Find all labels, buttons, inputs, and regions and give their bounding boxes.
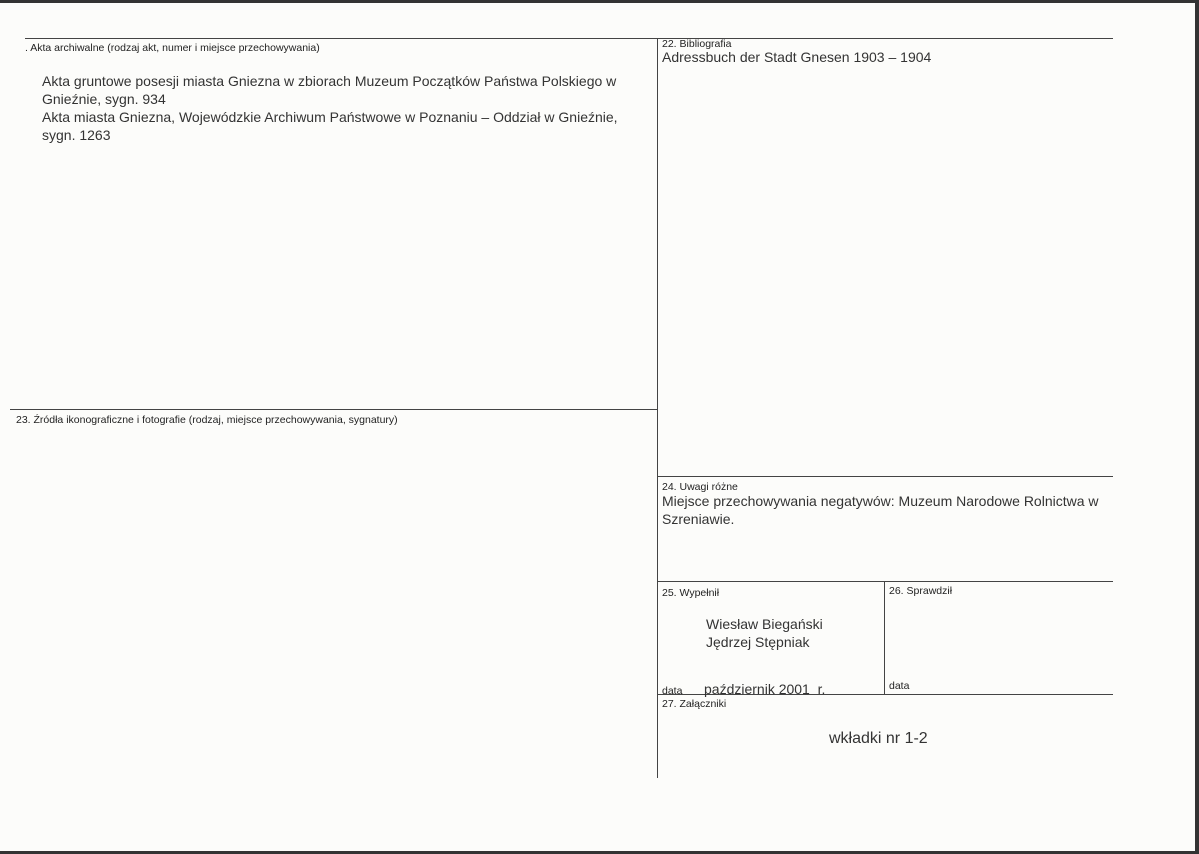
field-27-label: 27. Załączniki — [662, 698, 727, 710]
field-25-date-label: data — [662, 685, 683, 697]
field-24-value — [662, 492, 1099, 528]
field-25-names — [706, 615, 823, 651]
field-26-date-label: data — [889, 680, 910, 692]
divider — [10, 409, 657, 410]
name-line: Jędrzej Stępniak — [706, 634, 810, 650]
text-line: Gnieźnie, sygn. 934 — [42, 91, 166, 107]
field-21-label: . Akta archiwalne (rodzaj akt, numer i miejsce przechowywania) — [25, 42, 320, 54]
text-line: sygn. 1263 — [42, 127, 111, 143]
field-25-label: 25. Wypełnił — [662, 587, 720, 599]
divider — [657, 476, 1113, 477]
field-22-label: 22. Bibliografia — [662, 38, 732, 50]
scan-edge-top — [0, 0, 1199, 3]
divider — [884, 581, 885, 694]
field-26-label: 26. Sprawdził — [889, 585, 953, 597]
field-21-value — [42, 72, 618, 144]
text-line: Szreniawie. — [662, 511, 735, 527]
divider — [25, 38, 1113, 39]
scan-edge-right — [1195, 0, 1199, 854]
text-line: Akta gruntowe posesji miasta Gniezna w zbiorach Muzeum Początków Państwa Polskiego w — [42, 73, 617, 89]
field-27-value: wkładki nr 1-2 — [829, 730, 928, 747]
field-22-value: Adressbuch der Stadt Gnesen 1903 – 1904 — [662, 49, 932, 65]
divider — [657, 581, 1113, 582]
divider — [657, 38, 658, 778]
field-24-label: 24. Uwagi różne — [662, 481, 738, 493]
text-line: Miejsce przechowywania negatywów: Muzeum Narodowe Rolnictwa w — [662, 493, 1099, 509]
text-line: Akta miasta Gniezna, Wojewódzkie Archiwum Państwowe w Poznaniu – Oddział w Gnieźnie, — [42, 109, 618, 125]
name-line: Wiesław Biegański — [706, 616, 823, 632]
field-25-date: październik 2001 r. — [704, 681, 826, 697]
field-23-label: 23. Źródła ikonograficzne i fotografie (rodzaj, miejsce przechowywania, sygnatury) — [16, 414, 398, 426]
